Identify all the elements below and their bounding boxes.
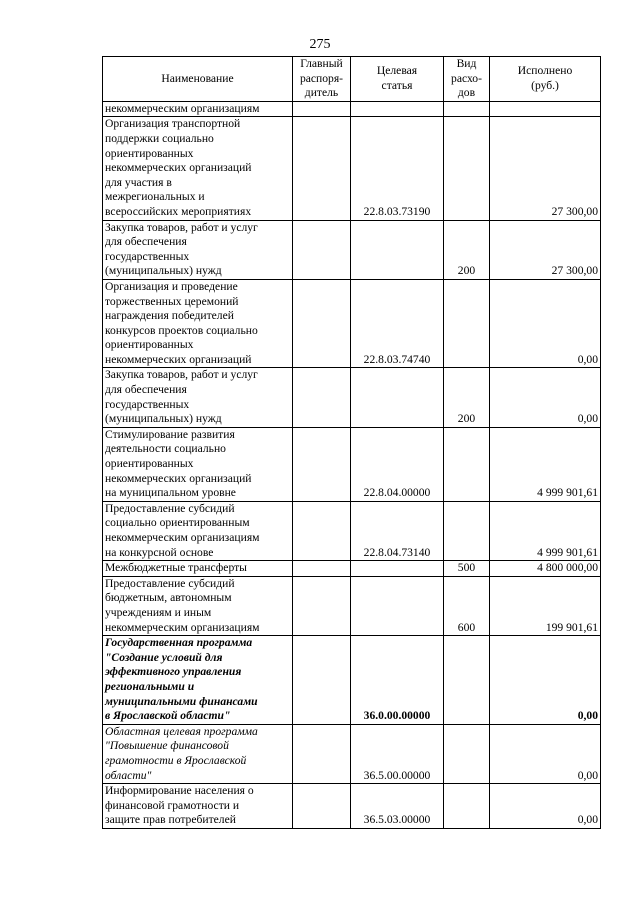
cell-type: [444, 501, 490, 560]
cell-code: 36.5.00.00000: [351, 724, 444, 783]
cell-admin: [293, 117, 351, 220]
cell-amount: 27 300,00: [490, 117, 601, 220]
header-code: Целевая статья: [351, 57, 444, 102]
table-row: [103, 101, 601, 117]
cell-name: Стимулирование развития деятельности социально ориентированных некоммерческих организаций на муниципальном уровне: [103, 427, 293, 501]
cell-admin: [293, 279, 351, 368]
cell-type: 200: [444, 368, 490, 427]
cell-code: [351, 368, 444, 427]
cell-admin: [293, 220, 351, 279]
table-row: [103, 279, 601, 368]
cell-code: 22.8.04.73140: [351, 501, 444, 560]
cell-admin: [293, 501, 351, 560]
table-row: [103, 368, 601, 427]
cell-name: Закупка товаров, работ и услуг для обеспечения государственных (муниципальных) нужд: [103, 368, 293, 427]
cell-admin: [293, 636, 351, 725]
cell-code: [351, 101, 444, 117]
cell-admin: [293, 427, 351, 501]
cell-type: 200: [444, 220, 490, 279]
budget-table: [102, 56, 601, 829]
cell-type: [444, 101, 490, 117]
cell-amount: 0,00: [490, 724, 601, 783]
header-amount: Исполнено (руб.): [490, 57, 601, 102]
cell-code: 22.8.03.74740: [351, 279, 444, 368]
cell-amount: 0,00: [490, 784, 601, 829]
cell-type: [444, 724, 490, 783]
cell-name: Межбюджетные трансферты: [103, 561, 293, 577]
cell-code: 36.5.03.00000: [351, 784, 444, 829]
cell-type: 600: [444, 576, 490, 635]
table-row: [103, 561, 601, 577]
cell-admin: [293, 561, 351, 577]
cell-admin: [293, 368, 351, 427]
cell-type: [444, 117, 490, 220]
cell-code: [351, 220, 444, 279]
cell-name: Информирование населения о финансовой грамотности и защите прав потребителей: [103, 784, 293, 829]
cell-name: Организация транспортной поддержки социально ориентированных некоммерческих организаций для участия в межрегиональных и всероссийских мероприятиях: [103, 117, 293, 220]
cell-admin: [293, 784, 351, 829]
cell-code: [351, 561, 444, 577]
table-row: [103, 724, 601, 783]
cell-type: 500: [444, 561, 490, 577]
cell-admin: [293, 724, 351, 783]
cell-admin: [293, 576, 351, 635]
cell-amount: 0,00: [490, 368, 601, 427]
cell-code: [351, 576, 444, 635]
cell-name: Организация и проведение торжественных церемоний награждения победителей конкурсов проектов социально ориентированных некоммерческих организаций: [103, 279, 293, 368]
cell-type: [444, 279, 490, 368]
table-row: [103, 220, 601, 279]
cell-name: Предоставление субсидий бюджетным, автономным учреждениям и иным некоммерческим организациям: [103, 576, 293, 635]
cell-amount: 0,00: [490, 636, 601, 725]
cell-amount: [490, 101, 601, 117]
table-row: [103, 117, 601, 220]
cell-amount: 4 999 901,61: [490, 427, 601, 501]
cell-type: [444, 636, 490, 725]
table-row: [103, 576, 601, 635]
header-type: Вид расхо- дов: [444, 57, 490, 102]
header-admin: Главный распоря- дитель: [293, 57, 351, 102]
cell-amount: 0,00: [490, 279, 601, 368]
header-name: Наименование: [103, 57, 293, 102]
cell-code: 22.8.04.00000: [351, 427, 444, 501]
cell-amount: 27 300,00: [490, 220, 601, 279]
cell-name: Закупка товаров, работ и услуг для обеспечения государственных (муниципальных) нужд: [103, 220, 293, 279]
cell-type: [444, 784, 490, 829]
page-number: 275: [309, 37, 331, 52]
cell-name: Предоставление субсидий социально ориентированным некоммерческим организациям на конкурсной основе: [103, 501, 293, 560]
cell-code: 22.8.03.73190: [351, 117, 444, 220]
cell-admin: [293, 101, 351, 117]
cell-amount: 199 901,61: [490, 576, 601, 635]
cell-name: Государственная программа "Создание условий для эффективного управления региональными и муниципальными финансами в Ярославской области": [103, 636, 293, 725]
table-header-row: [103, 57, 601, 102]
table-row: [103, 636, 601, 725]
table-row: [103, 501, 601, 560]
cell-amount: 4 999 901,61: [490, 501, 601, 560]
table-row: [103, 784, 601, 829]
cell-type: [444, 427, 490, 501]
cell-name: Областная целевая программа "Повышение финансовой грамотности в Ярославской области": [103, 724, 293, 783]
cell-code: 36.0.00.00000: [351, 636, 444, 725]
cell-amount: 4 800 000,00: [490, 561, 601, 577]
cell-name: некоммерческим организациям: [103, 101, 293, 117]
table-row: [103, 427, 601, 501]
